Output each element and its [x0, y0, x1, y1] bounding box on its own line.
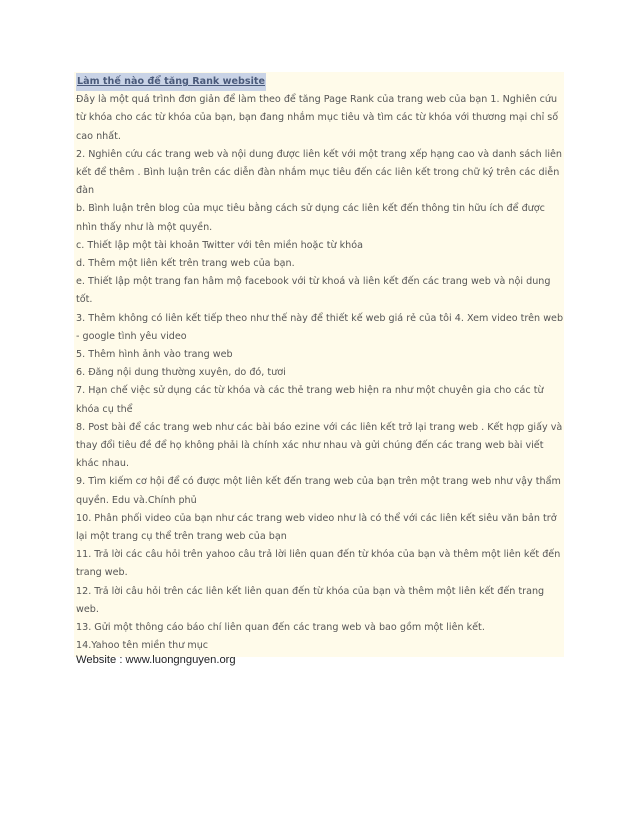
article-paragraph: 6. Đăng nội dung thường xuyên, do đó, tươi [76, 367, 286, 379]
article-paragraph: 7. Hạn chế việc sử dụng các từ khóa và các thẻ trang web hiện ra như một chuyên gia cho các từ khóa cụ thể [76, 385, 544, 415]
website-footer: Website : www.luongnguyen.org [76, 654, 236, 666]
article-body [74, 72, 564, 657]
article-paragraph: 3. Thêm không có liên kết tiếp theo như thế này để thiết kế web giá rẻ của tôi 4. Xem video trên web - google tình yêu video [76, 312, 564, 342]
article-title-line [76, 73, 564, 91]
article-paragraph: d. Thêm một liên kết trên trang web của bạn. [76, 258, 295, 270]
article-paragraph: Đây là một quá trình đơn giản để làm theo để tăng Page Rank của trang web của bạn 1. Nghiên cứu từ khóa cho các từ khóa của bạn, bạn đang nhắm mục tiêu và tìm các từ khóa với thương mại chỉ số cao nhất. [76, 94, 559, 142]
article-paragraph: c. Thiết lập một tài khoản Twitter với tên miền hoặc từ khóa [76, 239, 364, 251]
article-paragraph: 9. Tìm kiếm cơ hội để có được một liên kết đến trang web của bạn trên một trang web như vậy thẩm quyền. Edu và.Chính phủ [76, 476, 561, 506]
article-paragraph: 11. Trả lời các câu hỏi trên yahoo câu trả lời liên quan đến từ khóa của bạn và thêm một liên kết đến trang web. [76, 549, 561, 579]
article-paragraph: 14.Yahoo tên miền thư mục [76, 640, 209, 652]
article-paragraph: 10. Phân phối video của bạn như các trang web video như là có thể với các liên kết siêu văn bản trở lại một trang cụ thể trên trang web của bạn [76, 512, 557, 543]
article-title[interactable]: Làm thế nào để tăng Rank website [76, 73, 266, 91]
article-paragraph: 13. Gửi một thông cáo báo chí liên quan đến các trang web và bao gồm một liên kết. [76, 622, 485, 634]
article-paragraph: 5. Thêm hình ảnh vào trang web [76, 349, 233, 361]
article-paragraph: 12. Trả lời câu hỏi trên các liên kết liên quan đến từ khóa của bạn và thêm một liên kết đến trang web. [76, 585, 545, 615]
article-paragraph: e. Thiết lập một trang fan hâm mộ facebook với từ khoá và liên kết đến các trang web và nội dung tốt. [76, 276, 551, 306]
article-paragraph: 2. Nghiên cứu các trang web và nội dung được liên kết với một trang xếp hạng cao và danh sách liên kết để thêm . Bình luận trên các diễn đàn nhắm mục tiêu đến các liên kết trong chữ ký trên các diễn đàn [76, 148, 563, 197]
article-paragraph: b. Bình luận trên blog của mục tiêu bằng cách sử dụng các liên kết đến thông tin hữu ích để được nhìn thấy như là một quyền. [76, 203, 545, 233]
article-paragraph: 8. Post bài để các trang web như các bài báo ezine với các liên kết trở lại trang web . Kết hợp giấy và thay đổi tiêu đề để họ không phải là chính xác như nhau và gửi chúng đến các trang web bài viết khác nhau. [76, 421, 563, 470]
